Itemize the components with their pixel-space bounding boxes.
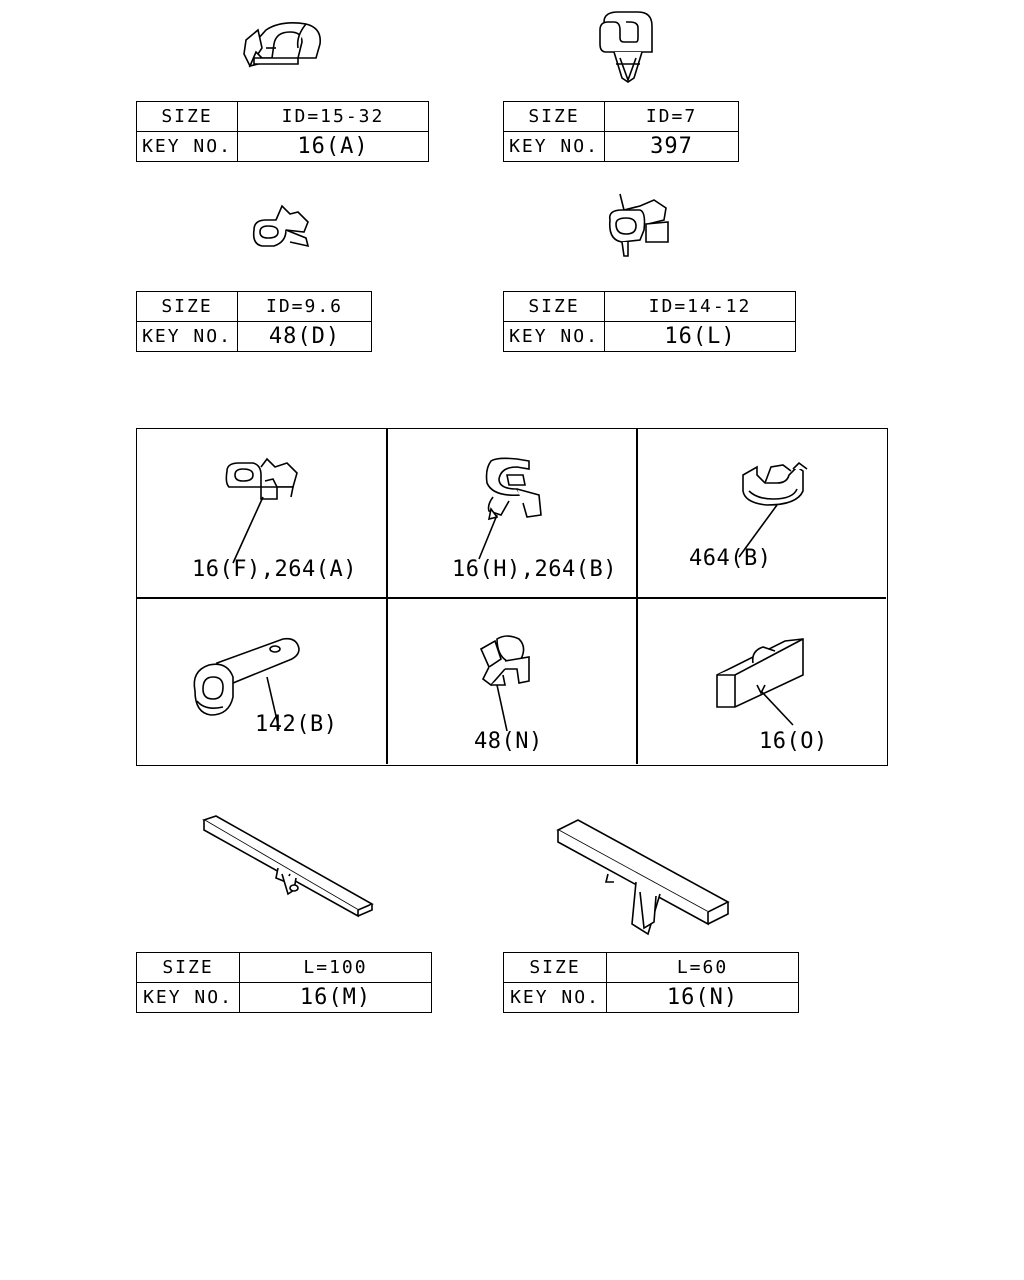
key-no-value: 397 [605, 132, 739, 162]
clip-drawing-id15-32 [236, 18, 336, 74]
key-no-value: 16(M) [240, 983, 432, 1013]
size-value: ID=14-12 [605, 292, 796, 322]
spec-table-l60 [503, 952, 799, 1013]
key-no-label: KEY NO. [504, 983, 607, 1013]
key-no-label: KEY NO. [137, 132, 238, 162]
callout-16f-264a: 16(F),264(A) [192, 557, 357, 582]
size-value: ID=15-32 [238, 102, 429, 132]
clip-drawing-id9-6 [246, 200, 316, 256]
clip-drawing-id14-12 [600, 190, 674, 260]
key-no-label: KEY NO. [137, 983, 240, 1013]
size-label: SIZE [504, 953, 607, 983]
spec-table-id7 [503, 101, 739, 162]
key-no-value: 16(A) [238, 132, 429, 162]
spec-table-id9-6 [136, 291, 372, 352]
key-no-label: KEY NO. [504, 132, 605, 162]
callout-48n: 48(N) [474, 729, 543, 754]
size-label: SIZE [137, 292, 238, 322]
callout-142b: 142(B) [255, 712, 338, 737]
size-value: L=60 [607, 953, 799, 983]
size-value: ID=9.6 [238, 292, 372, 322]
size-value: L=100 [240, 953, 432, 983]
spec-table-id15-32 [136, 101, 429, 162]
band-clip-drawing-l100 [198, 812, 378, 918]
grid-divider [137, 597, 886, 599]
size-value: ID=7 [605, 102, 739, 132]
key-no-label: KEY NO. [504, 322, 605, 352]
spec-table-l100 [136, 952, 432, 1013]
clip-drawing-id7 [594, 8, 664, 84]
clip-variant-grid [136, 428, 888, 766]
callout-16o: 16(O) [759, 729, 828, 754]
size-label: SIZE [504, 292, 605, 322]
key-no-value: 16(L) [605, 322, 796, 352]
clip-drawing-16h [473, 455, 563, 567]
size-label: SIZE [137, 102, 238, 132]
size-label: SIZE [504, 102, 605, 132]
band-clip-drawing-l60 [552, 816, 736, 940]
key-no-value: 16(N) [607, 983, 799, 1013]
callout-16h-264b: 16(H),264(B) [452, 557, 617, 582]
spec-table-id14-12 [503, 291, 796, 352]
size-label: SIZE [137, 953, 240, 983]
clip-drawing-48n [467, 633, 547, 743]
callout-464b: 464(B) [689, 546, 772, 571]
key-no-value: 48(D) [238, 322, 372, 352]
key-no-label: KEY NO. [137, 322, 238, 352]
clip-drawing-16f [221, 457, 311, 567]
